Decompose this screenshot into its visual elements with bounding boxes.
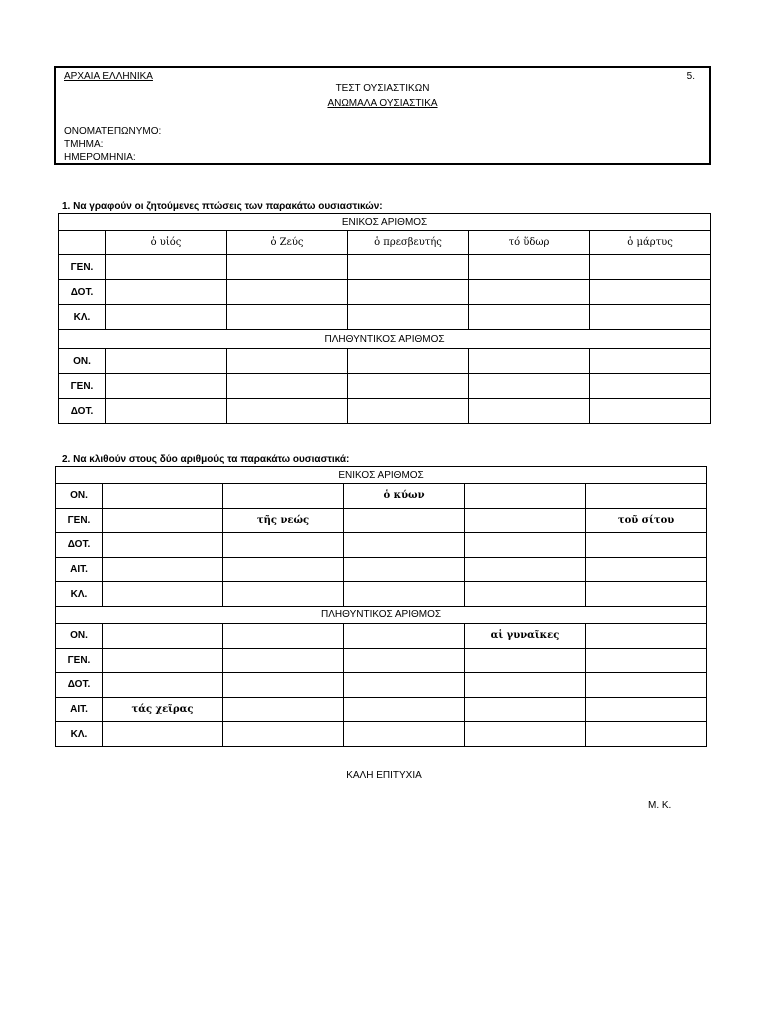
answer-cell[interactable] bbox=[223, 623, 344, 648]
subject-label: ΑΡΧΑΙΑ ΕΛΛΗΝΙΚΑ bbox=[64, 71, 153, 82]
answer-cell[interactable] bbox=[344, 508, 465, 533]
answer-cell[interactable] bbox=[106, 305, 227, 330]
answer-cell[interactable] bbox=[227, 399, 348, 424]
case-label: ΓΕΝ. bbox=[56, 648, 103, 673]
answer-cell[interactable] bbox=[348, 280, 469, 305]
answer-cell[interactable] bbox=[344, 533, 465, 558]
exercise2-table bbox=[55, 466, 707, 747]
answer-cell[interactable] bbox=[223, 648, 344, 673]
answer-cell[interactable] bbox=[103, 648, 223, 673]
answer-cell[interactable] bbox=[465, 533, 586, 558]
answer-cell[interactable] bbox=[223, 533, 344, 558]
answer-cell[interactable] bbox=[586, 673, 707, 698]
answer-cell[interactable] bbox=[469, 280, 590, 305]
table-row bbox=[59, 349, 711, 374]
answer-cell[interactable] bbox=[465, 648, 586, 673]
case-label: ΔΟΤ. bbox=[56, 533, 103, 558]
answer-cell[interactable] bbox=[106, 349, 227, 374]
section-row bbox=[59, 330, 711, 349]
given-noun: τῆς νεώς bbox=[223, 508, 344, 533]
answer-cell[interactable] bbox=[223, 673, 344, 698]
answer-cell[interactable] bbox=[469, 255, 590, 280]
answer-cell[interactable] bbox=[586, 533, 707, 558]
answer-cell[interactable] bbox=[344, 623, 465, 648]
answer-cell[interactable] bbox=[344, 582, 465, 607]
table-row bbox=[59, 374, 711, 399]
answer-cell[interactable] bbox=[106, 255, 227, 280]
answer-cell[interactable] bbox=[348, 349, 469, 374]
answer-cell[interactable] bbox=[590, 305, 711, 330]
answer-cell[interactable] bbox=[465, 557, 586, 582]
case-label: ΑΙΤ. bbox=[56, 557, 103, 582]
case-label: ΓΕΝ. bbox=[59, 374, 106, 399]
singular-header: ΕΝΙΚΟΣ ΑΡΙΘΜΟΣ bbox=[56, 467, 707, 484]
noun-header-row bbox=[59, 231, 711, 255]
exercise1-instruction: 1. Να γραφούν οι ζητούμενες πτώσεις των παρακάτω ουσιαστικών: bbox=[62, 201, 383, 212]
answer-cell[interactable] bbox=[465, 697, 586, 722]
answer-cell[interactable] bbox=[106, 374, 227, 399]
answer-cell[interactable] bbox=[344, 648, 465, 673]
date-field-label: ΗΜΕΡΟΜΗΝΙΑ: bbox=[64, 152, 136, 163]
answer-cell[interactable] bbox=[348, 305, 469, 330]
answer-cell[interactable] bbox=[106, 399, 227, 424]
answer-cell[interactable] bbox=[223, 697, 344, 722]
class-field-label: ΤΜΗΜΑ: bbox=[64, 139, 104, 150]
table-row bbox=[59, 280, 711, 305]
section-row bbox=[56, 606, 707, 623]
given-noun: ὁ κύων bbox=[344, 484, 465, 509]
answer-cell[interactable] bbox=[586, 484, 707, 509]
answer-cell[interactable] bbox=[103, 484, 223, 509]
case-label: ΚΛ. bbox=[59, 305, 106, 330]
answer-cell[interactable] bbox=[590, 349, 711, 374]
case-label: ΓΕΝ. bbox=[56, 508, 103, 533]
answer-cell[interactable] bbox=[227, 349, 348, 374]
answer-cell[interactable] bbox=[344, 557, 465, 582]
answer-cell[interactable] bbox=[344, 697, 465, 722]
case-label: ΚΛ. bbox=[56, 582, 103, 607]
section-row bbox=[59, 214, 711, 231]
answer-cell[interactable] bbox=[223, 582, 344, 607]
answer-cell[interactable] bbox=[227, 255, 348, 280]
case-label: ΓΕΝ. bbox=[59, 255, 106, 280]
corner-cell bbox=[59, 231, 106, 255]
answer-cell[interactable] bbox=[586, 697, 707, 722]
answer-cell[interactable] bbox=[227, 305, 348, 330]
answer-cell[interactable] bbox=[586, 557, 707, 582]
table-row bbox=[56, 722, 707, 747]
noun-header: ὁ πρεσβευτής bbox=[348, 231, 469, 255]
answer-cell[interactable] bbox=[348, 399, 469, 424]
noun-header: ὁ μάρτυς bbox=[590, 231, 711, 255]
answer-cell[interactable] bbox=[103, 582, 223, 607]
case-label: ΔΟΤ. bbox=[56, 673, 103, 698]
answer-cell[interactable] bbox=[103, 508, 223, 533]
case-label: ΟΝ. bbox=[56, 623, 103, 648]
table-row bbox=[56, 697, 707, 722]
answer-cell[interactable] bbox=[103, 722, 223, 747]
answer-cell[interactable] bbox=[465, 484, 586, 509]
noun-header: ὁ υἱός bbox=[106, 231, 227, 255]
table-row bbox=[56, 648, 707, 673]
answer-cell[interactable] bbox=[465, 508, 586, 533]
table-row bbox=[59, 399, 711, 424]
answer-cell[interactable] bbox=[586, 722, 707, 747]
answer-cell[interactable] bbox=[465, 582, 586, 607]
table-row bbox=[56, 582, 707, 607]
given-noun: αἱ γυναῖκες bbox=[465, 623, 586, 648]
table-row bbox=[56, 557, 707, 582]
section-row bbox=[56, 467, 707, 484]
noun-header: τό ὕδωρ bbox=[469, 231, 590, 255]
answer-cell[interactable] bbox=[348, 374, 469, 399]
case-label: ΚΛ. bbox=[56, 722, 103, 747]
answer-cell[interactable] bbox=[590, 255, 711, 280]
case-label: ΔΟΤ. bbox=[59, 280, 106, 305]
plural-header: ΠΛΗΘΥΝΤΙΚΟΣ ΑΡΙΘΜΟΣ bbox=[56, 606, 707, 623]
table-row bbox=[56, 533, 707, 558]
answer-cell[interactable] bbox=[586, 623, 707, 648]
table-row bbox=[59, 255, 711, 280]
answer-cell[interactable] bbox=[469, 374, 590, 399]
page-number: 5. bbox=[686, 71, 695, 82]
answer-cell[interactable] bbox=[223, 557, 344, 582]
good-luck-text: ΚΑΛΗ ΕΠΙΤΥΧΙΑ bbox=[346, 770, 422, 781]
plural-header: ΠΛΗΘΥΝΤΙΚΟΣ ΑΡΙΘΜΟΣ bbox=[59, 330, 711, 349]
singular-header: ΕΝΙΚΟΣ ΑΡΙΘΜΟΣ bbox=[59, 214, 711, 231]
answer-cell[interactable] bbox=[223, 722, 344, 747]
test-subtitle: ΑΝΩΜΑΛΑ ΟΥΣΙΑΣΤΙΚΑ bbox=[327, 98, 438, 109]
table-row bbox=[56, 508, 707, 533]
answer-cell[interactable] bbox=[465, 673, 586, 698]
case-label: ΟΝ. bbox=[56, 484, 103, 509]
test-title: ΤΕΣΤ ΟΥΣΙΑΣΤΙΚΩΝ bbox=[335, 83, 430, 94]
answer-cell[interactable] bbox=[227, 280, 348, 305]
answer-cell[interactable] bbox=[103, 557, 223, 582]
answer-cell[interactable] bbox=[344, 722, 465, 747]
table-row bbox=[56, 623, 707, 648]
case-label: ΟΝ. bbox=[59, 349, 106, 374]
table-row bbox=[59, 305, 711, 330]
answer-cell[interactable] bbox=[590, 374, 711, 399]
answer-cell[interactable] bbox=[227, 374, 348, 399]
teacher-initials: Μ. Κ. bbox=[648, 800, 672, 811]
noun-header: ὁ Ζεύς bbox=[227, 231, 348, 255]
answer-cell[interactable] bbox=[348, 255, 469, 280]
table-row bbox=[56, 673, 707, 698]
case-label: ΑΙΤ. bbox=[56, 697, 103, 722]
answer-cell[interactable] bbox=[586, 648, 707, 673]
answer-cell[interactable] bbox=[106, 280, 227, 305]
answer-cell[interactable] bbox=[586, 582, 707, 607]
exercise1-table bbox=[58, 213, 711, 424]
given-noun: τάς χεῖρας bbox=[103, 697, 223, 722]
answer-cell[interactable] bbox=[103, 673, 223, 698]
answer-cell[interactable] bbox=[590, 280, 711, 305]
answer-cell[interactable] bbox=[103, 533, 223, 558]
answer-cell[interactable] bbox=[469, 305, 590, 330]
table-row bbox=[56, 484, 707, 509]
answer-cell[interactable] bbox=[469, 399, 590, 424]
answer-cell[interactable] bbox=[344, 673, 465, 698]
answer-cell[interactable] bbox=[223, 484, 344, 509]
answer-cell[interactable] bbox=[465, 722, 586, 747]
case-label: ΔΟΤ. bbox=[59, 399, 106, 424]
given-noun: τοῦ σίτου bbox=[586, 508, 707, 533]
answer-cell[interactable] bbox=[469, 349, 590, 374]
header-box bbox=[54, 66, 711, 165]
answer-cell[interactable] bbox=[590, 399, 711, 424]
exercise2-instruction: 2. Να κλιθούν στους δύο αριθμούς τα παρακάτω ουσιαστικά: bbox=[62, 454, 350, 465]
answer-cell[interactable] bbox=[103, 623, 223, 648]
name-field-label: ΟΝΟΜΑΤΕΠΩΝΥΜΟ: bbox=[64, 126, 162, 137]
